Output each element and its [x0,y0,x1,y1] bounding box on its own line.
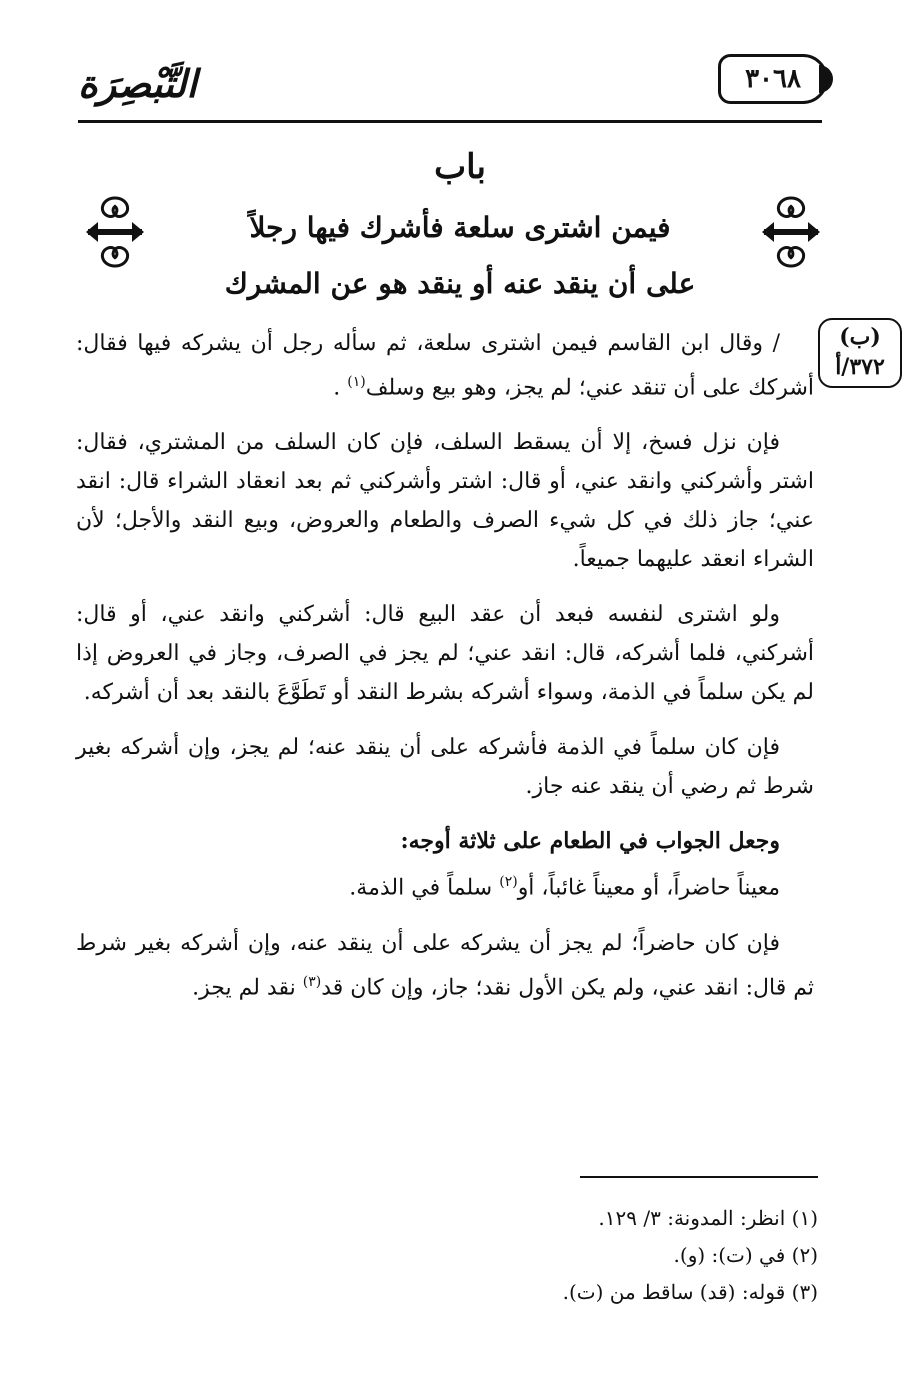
paragraph-6-text-a: معيناً حاضراً، أو معيناً غائباً، أو [517,875,780,901]
margin-note [818,318,902,388]
footnote-ref-1: (١) [347,374,366,390]
footnotes [300,1200,818,1311]
footnote-rule [580,1176,818,1178]
footnote-ref-2: (٢) [499,874,518,891]
page-header [78,50,822,122]
body-text [76,324,814,1023]
footnote-1: (١) انظر: المدونة: ٣/ ١٢٩. [598,1206,818,1230]
paragraph-2: فإن نزل فسخ، إلا أن يسقط السلف، فإن كان السلف من المشتري، فقال: اشتر وأشركني وانقد عني، أو قال: اشتر وأشركني ثم بعد انعقاد الشراء قال: انقد عني؛ جاز ذلك في كل شيء الصرف والطعام والعروض، وبيع النقد والأجل؛ لأن الشراء انعقد عليهما جميعاً. [76,430,814,573]
paragraph-6 [76,863,814,907]
paragraph-7-text-a: فإن كان حاضراً؛ لم يجز أن يشركه على أن ينقد عنه، وإن أشركه بغير شرط ثم قال: انقد عني، ولم يكن الأول نقد؛ جاز، وإن كان قد [76,930,814,1000]
header-rule [78,120,822,123]
margin-note-line1: (ب) [839,324,881,350]
footnote-2: (٢) في (ت): (و). [673,1243,818,1267]
chapter-title-line2: على أن ينقد عنه أو ينقد هو عن المشرك [224,267,696,300]
paragraph-1-tail: . [333,375,341,401]
paragraph-1 [76,324,814,407]
page-number: ٣٠٦٨ [718,54,828,104]
footnote-3: (٣) قوله: (قد) ساقط من (ت). [562,1280,818,1304]
paragraph-4: فإن كان سلماً في الذمة فأشركه على أن ينقد عنه؛ لم يجز، وإن أشركه بغير شرط ثم رضي أن ينقد عنه جاز. [76,735,814,800]
paragraph-7-text-b: نقد لم يجز. [192,974,303,1000]
paragraph-6-text-b: سلماً في الذمة. [349,875,500,901]
margin-note-line2: ٣٧٢/أ [835,354,885,380]
chapter-label: باب [434,147,486,187]
paragraph-3: ولو اشترى لنفسه فبعد أن عقد البيع قال: أشركني وانقد عني، أو قال: أشركني، فلما أشركه، قال: انقد عني؛ لم يجز في الصرف، وجاز في العروض إذا لم يكن سلماً في الذمة، وسواء أشركه بشرط النقد أو تَطَوَّعَ بالنقد بعد أن أشركه. [76,602,814,706]
book-title: التَّبْصِرَة [78,61,197,106]
paragraph-1-text: / وقال ابن القاسم فيمن اشترى سلعة، ثم سأله رجل أن يشركه فيها فقال: أشركك على أن تنقد عني؛ لم يجز، وهو بيع وسلف [76,331,814,401]
left-ornament-icon [84,192,146,272]
paragraph-5: وجعل الجواب في الطعام على ثلاثة أوجه: [400,828,780,855]
paragraph-7 [76,924,814,1007]
footnote-ref-3: (٣) [302,973,322,990]
chapter-title-line1: فيمن اشترى سلعة فأشرك فيها رجلاً [249,211,671,244]
